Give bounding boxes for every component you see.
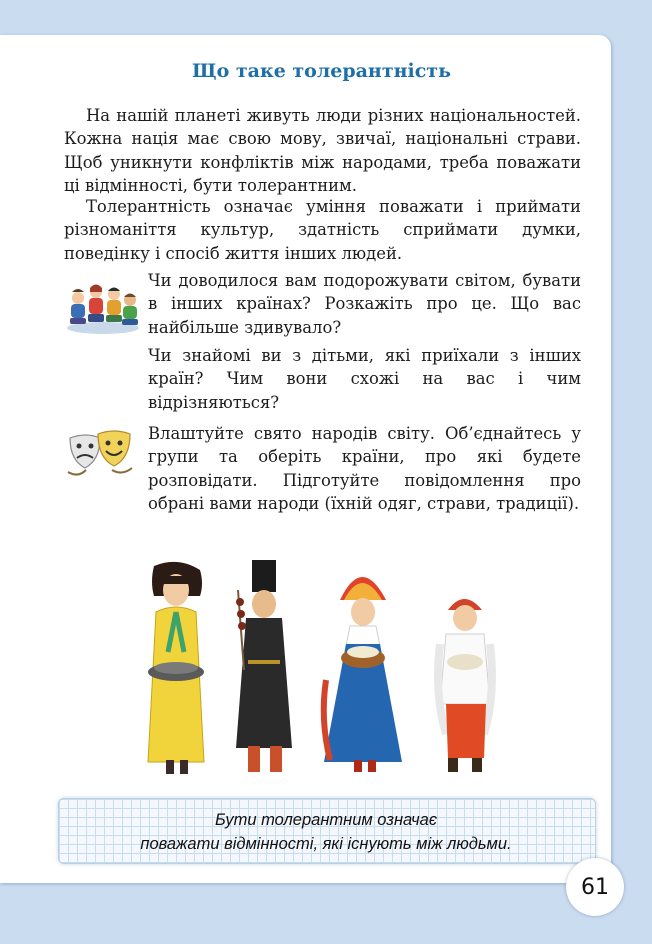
boy-black-coat — [236, 560, 292, 772]
paragraph-tolerance-definition: Толерантність означає уміння поважати і приймати різноманіття культур, здатність сприймати думки, поведінку і спосіб життя інших людей. — [64, 197, 581, 263]
children-discussion-icon — [64, 276, 142, 336]
task-festival: Влаштуйте свято народів світу. Об’єднайтесь у групи та оберіть країни, про які будете розповідати. Підготуйте повідомлення про обрані вами народи (їхній одяг, страви, традиції). — [148, 424, 581, 514]
paragraph-nations: На нашій планеті живуть люди різних національностей. Кожна нація має свою мову, звичаї, національні страви. Щоб уникнути конфліктів між народами, треба поважати ці відмінності, бути толерантним. — [64, 106, 581, 196]
question-foreign-children: Чи знайомі ви з дітьми, які приїхали з інших країн? Чим вони схожі на вас і чим відрізняються? — [148, 346, 581, 412]
key-idea-line-1: Бути толерантним означає — [214, 811, 438, 829]
boy-red-trousers — [438, 599, 492, 772]
theatre-masks-icon — [64, 428, 136, 480]
page-number: 61 — [566, 858, 624, 916]
page-title: Що таке толерантність — [192, 60, 451, 82]
key-idea-line-2: поважати відмінності, які існують між людьми. — [140, 835, 512, 853]
question-travel: Чи доводилося вам подорожувати світом, бувати в інших країнах? Розкажіть про це. Що вас найбільше здивувало? — [148, 271, 581, 337]
national-costumes-illustration — [128, 560, 518, 780]
girl-yellow-robe — [148, 562, 204, 774]
girl-blue-sarafan — [324, 577, 402, 772]
key-idea-text — [58, 808, 594, 856]
